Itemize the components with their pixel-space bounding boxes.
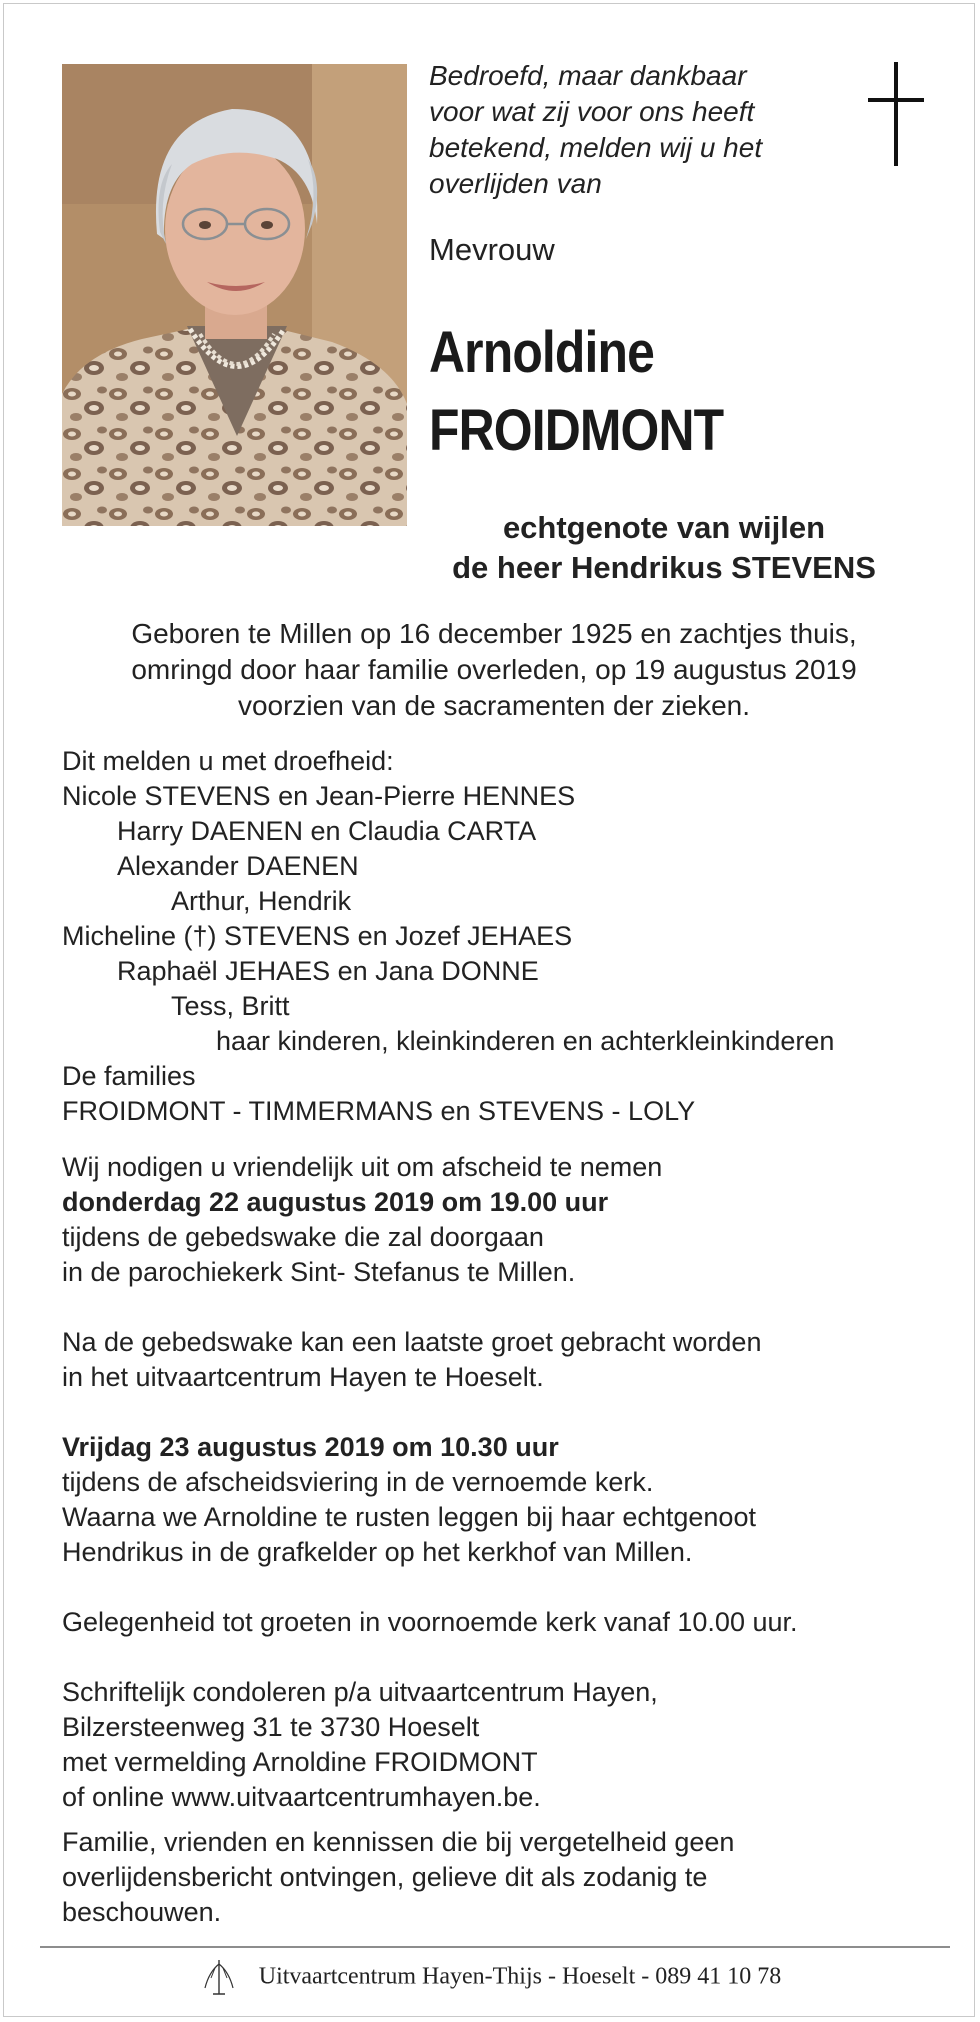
- mourners-line: Tess, Britt: [171, 991, 290, 1021]
- funeral-home-logo-icon: [199, 1958, 239, 1996]
- invite-line: in het uitvaartcentrum Hayen te Hoeselt.: [62, 1362, 544, 1392]
- invite-line: tijdens de afscheidsviering in de vernoemde kerk.: [62, 1467, 654, 1497]
- mourners-line: Dit melden u met droefheid:: [62, 746, 394, 776]
- invite-line: tijdens de gebedswake die zal doorgaan: [62, 1222, 544, 1252]
- intro-line: overlijden van: [429, 168, 602, 199]
- last-name: FROIDMONT: [429, 398, 724, 463]
- first-name: Arnoldine: [429, 320, 655, 385]
- birth-line: omringd door haar familie overleden, op 19 augustus 2019: [131, 654, 857, 685]
- intro-line: betekend, melden wij u het: [429, 132, 763, 163]
- intro-line: Bedroefd, maar dankbaar: [429, 60, 747, 91]
- mourners-line: Nicole STEVENS en Jean-Pierre HENNES: [62, 781, 576, 811]
- spouse-info: [384, 508, 944, 588]
- birth-line: voorzien van de sacramenten der zieken.: [237, 690, 751, 721]
- spouse-line: echtgenote van wijlen: [502, 510, 826, 545]
- footer-text: Uitvaartcentrum Hayen-Thijs - Hoeselt - 089 41 10 78: [258, 1963, 782, 1990]
- mourners-line: De families: [62, 1061, 196, 1091]
- invite-line: Gelegenheid tot groeten in voornoemde kerk vanaf 10.00 uur.: [62, 1607, 798, 1637]
- footer: [0, 1958, 980, 1996]
- mourners-line: haar kinderen, kleinkinderen en achterkleinkinderen: [216, 1026, 835, 1056]
- invite-line: in de parochiekerk Sint- Stefanus te Millen.: [62, 1257, 576, 1287]
- invite-line: beschouwen.: [62, 1897, 222, 1927]
- invite-line: Bilzersteenweg 31 te 3730 Hoeselt: [62, 1712, 480, 1742]
- mourners-line: Raphaël JEHAES en Jana DONNE: [117, 956, 539, 986]
- mourners-line: FROIDMONT - TIMMERMANS en STEVENS - LOLY: [62, 1096, 696, 1126]
- invite-line: Hendrikus in de grafkelder op het kerkhof van Millen.: [62, 1537, 693, 1567]
- invite-line: Schriftelijk condoleren p/a uitvaartcentrum Hayen,: [62, 1677, 658, 1707]
- invite-line: met vermelding Arnoldine FROIDMONT: [62, 1747, 538, 1777]
- mourners-list: [62, 744, 834, 1129]
- mourners-line: Alexander DAENEN: [117, 851, 359, 881]
- invite-line: Familie, vrienden en kennissen die bij vergetelheid geen: [62, 1827, 735, 1857]
- invite-line: overlijdensbericht ontvingen, gelieve dit als zodanig te: [62, 1862, 708, 1892]
- invite-line: Na de gebedswake kan een laatste groet gebracht worden: [62, 1327, 762, 1357]
- mourners-line: Arthur, Hendrik: [171, 886, 352, 916]
- funeral-datetime: Vrijdag 23 augustus 2019 om 10.30 uur: [62, 1432, 559, 1462]
- deceased-name: [429, 314, 723, 470]
- intro-text: [429, 58, 762, 202]
- invitation-text: [62, 1150, 798, 1930]
- mourners-line: Harry DAENEN en Claudia CARTA: [117, 816, 537, 846]
- spouse-line: de heer Hendrikus STEVENS: [452, 550, 876, 585]
- portrait-illustration: [62, 64, 407, 526]
- intro-line: voor wat zij voor ons heeft: [429, 96, 755, 127]
- birth-death-info: [44, 616, 944, 724]
- portrait-photo: [62, 64, 407, 526]
- invite-line: Wij nodigen u vriendelijk uit om afscheid te nemen: [62, 1152, 663, 1182]
- honorific: Mevrouw: [429, 232, 555, 267]
- invite-line: of online www.uitvaartcentrumhayen.be.: [62, 1782, 541, 1812]
- mourners-line: Micheline (†) STEVENS en Jozef JEHAES: [62, 921, 573, 951]
- obituary-card: [3, 3, 975, 2017]
- footer-divider: [40, 1946, 950, 1948]
- cross-icon: [868, 62, 924, 166]
- invite-line: Waarna we Arnoldine te rusten leggen bij haar echtgenoot: [62, 1502, 756, 1532]
- birth-line: Geboren te Millen op 16 december 1925 en zachtjes thuis,: [131, 618, 857, 649]
- wake-datetime: donderdag 22 augustus 2019 om 19.00 uur: [62, 1187, 609, 1217]
